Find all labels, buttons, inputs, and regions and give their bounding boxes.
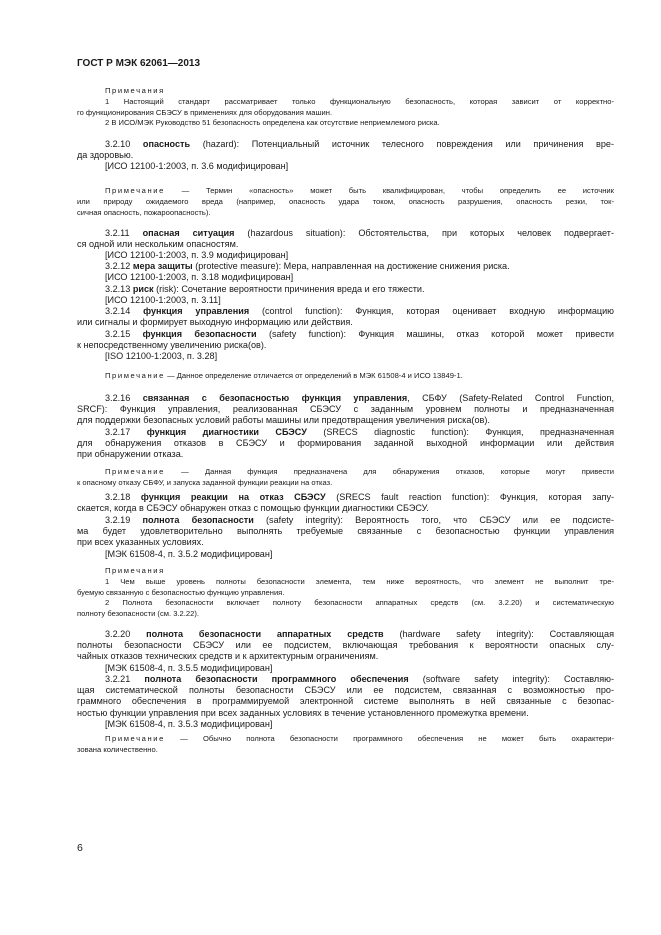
note-text: буемую связанную с безопасностью функцию управления.	[77, 587, 285, 597]
term-number: 3.2.19	[105, 515, 143, 525]
note-text: к опасному отказу СБФУ, и запуска заданной функции реакции на отказ.	[77, 477, 333, 487]
term-number: 3.2.12	[105, 261, 133, 271]
term-3-2-19	[77, 515, 614, 560]
term-definition: при обнаружении отказа.	[77, 449, 184, 460]
note-text: — Термин «опасность» может быть квалифицирован, чтобы определить ее источник	[164, 186, 614, 195]
term-definition: (protective measure): Мера, направленная на достижение снижения риска.	[192, 261, 510, 271]
term-definition: (risk): Сочетание вероятности причинения вреда и его тяжести.	[153, 284, 425, 294]
term-number: 3.2.16	[105, 393, 143, 403]
term-reference: [МЭК 61508-4, п. 3.5.3 модифицирован]	[105, 718, 273, 729]
document-header: ГОСТ Р МЭК 62061—2013	[77, 58, 201, 69]
term-definition: (SRECS diagnostic function): Функция, предназначенная	[306, 427, 614, 437]
note-text: 1 Чем выше уровень полноты безопасности элемента, тем ниже вероятность, что элемент не выполнит тре-	[105, 576, 614, 586]
term-3-2-18	[77, 492, 614, 514]
term-3-2-12	[77, 261, 614, 283]
term-definition: (control function): Функция, которая оценивает входную информацию	[249, 306, 614, 316]
term-number: 3.2.21	[105, 674, 145, 684]
term-definition: или сигналы и формирует выходную информацию или действия.	[77, 317, 353, 328]
term-reference: [МЭК 61508-4, п. 3.5.5 модифицирован]	[105, 662, 273, 673]
note-text: 1 Настоящий стандарт рассматривает только функциональную безопасность, которая зависит от корректно-	[105, 96, 614, 106]
term-3-2-21	[77, 674, 614, 730]
note-text: — Данное определение отличается от определений в МЭК 61508-4 и ИСО 13849-1.	[164, 371, 463, 380]
term-3-2-21-note	[77, 734, 614, 756]
term-definition: ма будет удовлетворительно выполнять требуемые связанные с безопасностью функции управления	[77, 526, 614, 537]
term-name: полнота безопасности программного обеспечения	[144, 674, 409, 684]
term-definition: да здоровью.	[77, 150, 134, 161]
term-name: полнота безопасности аппаратных средств	[146, 629, 384, 639]
notes-heading: Примечания	[105, 566, 165, 575]
term-definition: (hazard): Потенциальный источник телесного повреждения или причинения вре-	[190, 139, 614, 149]
term-definition: ностью функции управления при всех заданных условиях в течение установленного промежутка времени.	[77, 707, 529, 718]
term-number: 3.2.15	[105, 329, 143, 339]
term-definition: скается, когда в СБЭСУ обнаружен отказ с помощью функции диагностики СБЭСУ.	[77, 503, 429, 514]
term-definition: ся одной или нескольким опасностям.	[77, 239, 239, 250]
note-text: — Обычно полнота безопасности программного обеспечения не может быть охарактери-	[164, 734, 614, 743]
note-text: 2 Полнота безопасности включает полноту безопасности аппаратных средств (см. 3.2.20) и систематическую	[105, 598, 614, 608]
term-name: связанная с безопасностью функция управления	[142, 393, 408, 403]
note-text: сичная опасность, пожароопасность).	[77, 207, 211, 217]
term-3-2-19-notes	[77, 566, 614, 620]
term-number: 3.2.13	[105, 284, 133, 294]
page-number: 6	[77, 842, 83, 854]
term-definition: (SRECS fault reaction function): Функция, которая запу-	[325, 492, 615, 502]
note-label: Примечание	[105, 467, 165, 476]
term-3-2-10-note	[77, 186, 614, 218]
term-name: функция диагностики СБЭСУ	[146, 427, 307, 437]
term-definition: SRCF): Функция управления, реализованная СБЭСУ с заданным уровнем полноты и предназначенная	[77, 404, 614, 415]
term-name: риск	[132, 284, 154, 294]
term-3-2-17	[77, 427, 614, 461]
term-definition: (hardware safety integrity): Составляющая	[383, 629, 615, 639]
term-name: опасная ситуация	[142, 228, 235, 238]
term-name: опасность	[142, 139, 191, 149]
term-reference: [МЭК 61508-4, п. 3.5.2 модифицирован]	[105, 548, 273, 559]
note-text: 2 В ИСО/МЭК Руководство 51 безопасность определена как отсутствие неприемлемого риска.	[105, 118, 440, 128]
term-3-2-17-note	[77, 467, 614, 489]
term-number: 3.2.10	[105, 139, 143, 149]
term-definition: (software safety integrity): Составляю-	[408, 674, 614, 684]
term-3-2-16	[77, 393, 614, 427]
note-label: Примечание	[105, 186, 165, 195]
term-reference: [ISO 12100-1:2003, п. 3.28]	[105, 351, 218, 362]
term-definition: , СБФУ (Safety-Related Control Function,	[407, 393, 614, 403]
term-definition: при всех указанных условиях.	[77, 537, 204, 548]
term-definition: (hazardous situation): Обстоятельства, при которых человек подвергает-	[234, 228, 614, 238]
note-text: — Данная функция предназначена для обнаружения отказов, которые могут привести	[164, 467, 614, 476]
term-3-2-10	[77, 139, 614, 173]
term-3-2-11	[77, 228, 614, 262]
term-definition: граммного обеспечения в программируемой электронной системе выполнять в ней связанные с безопас-	[77, 696, 614, 707]
term-definition: щая систематической полноты безопасности СБЭСУ или ее подсистем, связанная с возможностью про-	[77, 685, 614, 696]
term-3-2-20	[77, 629, 614, 674]
note-text: или природу ожидаемого вреда (например, опасность удара током, опасность разрушения, опасность резки, ток-	[77, 196, 614, 206]
term-reference: [ИСО 12100-1:2003, п. 3.6 модифицирован]	[105, 161, 289, 172]
term-name: функция безопасности	[142, 329, 257, 339]
term-definition: (safety integrity): Вероятность того, что СБЭСУ или ее подсисте-	[253, 515, 614, 525]
term-reference: [ИСО 12100-1:2003, п. 3.11]	[105, 295, 221, 306]
term-3-2-14	[77, 306, 614, 328]
notes-heading: Примечания	[105, 86, 165, 95]
term-definition: полноты безопасности СБЭСУ или ее подсистем, включающая требования к вероятности опасных слу-	[77, 640, 614, 651]
note-text: зована количественно.	[77, 744, 158, 754]
term-number: 3.2.14	[105, 306, 144, 316]
term-name: функция управления	[143, 306, 250, 316]
note-text: го функционирования СБЭСУ в применениях для оборудования машин.	[77, 107, 333, 117]
term-number: 3.2.11	[105, 228, 143, 238]
term-3-2-15-note	[77, 371, 614, 382]
term-definition: чайных отказов технических средств и к архитектурным ограничениям.	[77, 651, 379, 662]
term-3-2-13	[77, 284, 614, 306]
term-reference: [ИСО 12100-1:2003, п. 3.9 модифицирован]	[105, 250, 289, 261]
notes-block	[77, 86, 614, 129]
term-3-2-15	[77, 329, 614, 363]
term-name: полнота безопасности	[142, 515, 254, 525]
note-text: полноту безопасности (см. 3.2.22).	[77, 609, 199, 619]
note-label: Примечание	[105, 734, 165, 743]
term-reference: [ИСО 12100-1:2003, п. 3.18 модифицирован]	[105, 272, 294, 283]
term-number: 3.2.20	[105, 629, 147, 639]
term-definition: для обнаружения отказов в СБЭСУ и формирования заданной выходной информации или действия	[77, 438, 614, 449]
term-number: 3.2.18	[105, 492, 141, 502]
term-number: 3.2.17	[105, 427, 147, 437]
term-definition: к непосредственному увеличению риска(ов).	[77, 340, 267, 351]
note-label: Примечание	[105, 371, 165, 380]
term-name: функция реакции на отказ СБЭСУ	[140, 492, 326, 502]
term-definition: (safety function): Функция машины, отказ которой может привести	[256, 329, 614, 339]
term-definition: для поддержки безопасных условий работы машины или предотвращения увеличения риска(ов).	[77, 415, 490, 426]
term-name: мера защиты	[132, 261, 193, 271]
